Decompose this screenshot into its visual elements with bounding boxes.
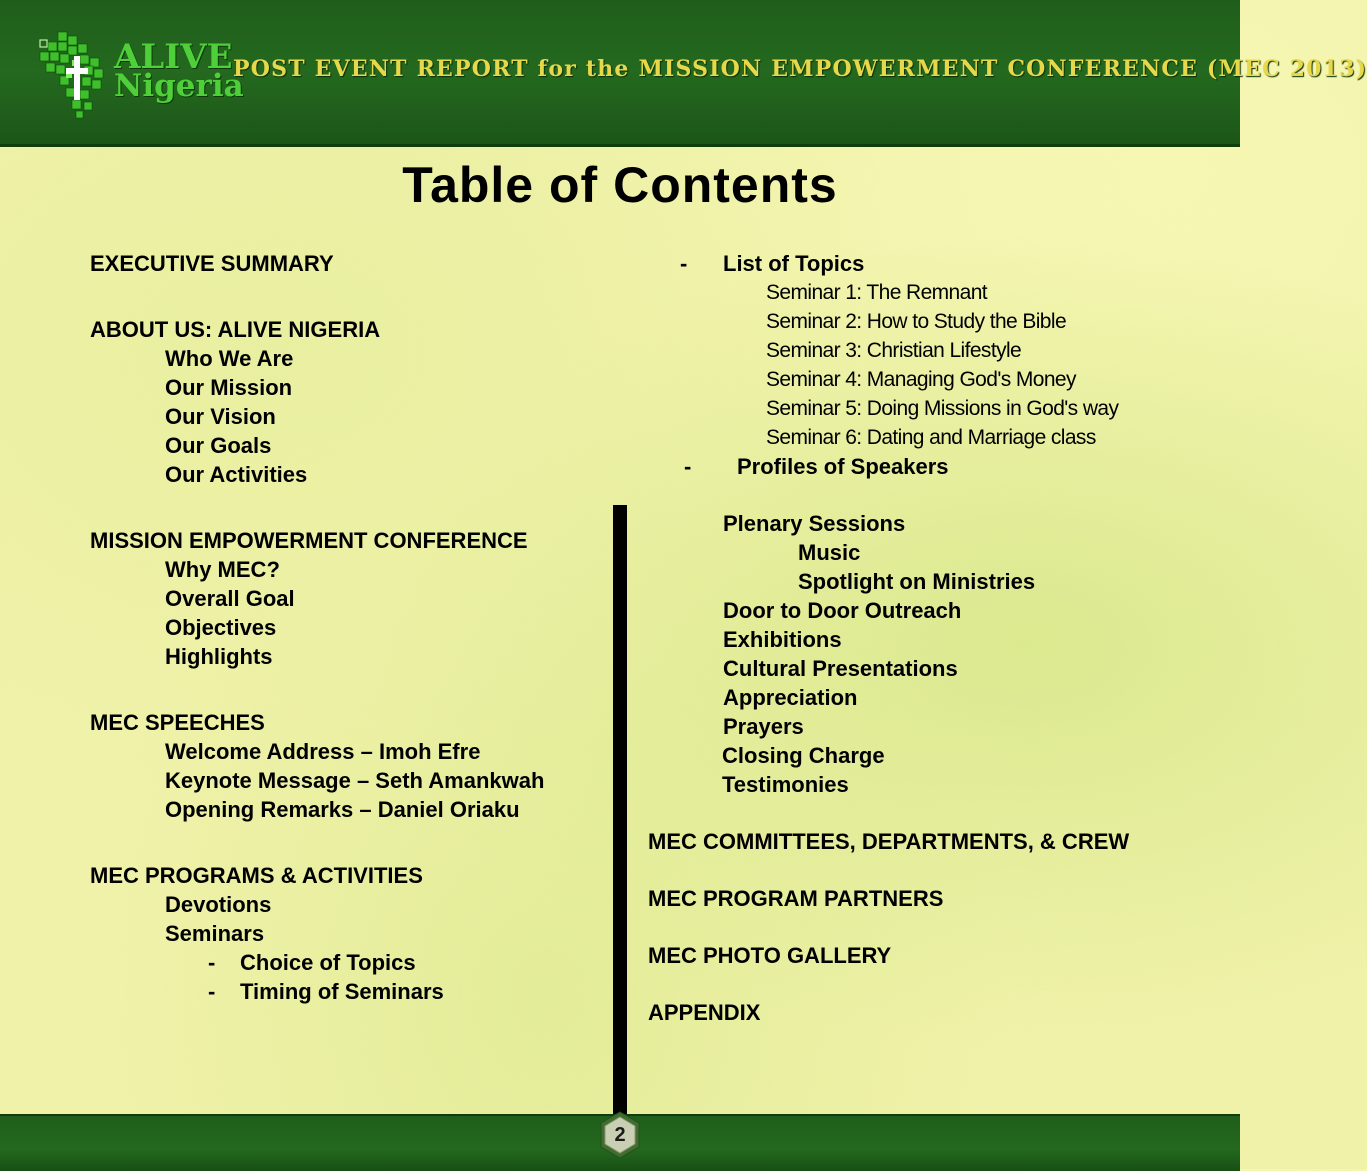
toc-item[interactable]: Why MEC?: [165, 557, 280, 582]
dash-bullet: -: [680, 251, 688, 276]
toc-programs[interactable]: MEC PROGRAMS & ACTIVITIES: [90, 863, 423, 888]
toc-item-label: Profiles of Speakers: [737, 454, 949, 479]
toc-item[interactable]: Devotions: [165, 892, 272, 917]
toc-item[interactable]: Spotlight on Ministries: [798, 569, 1036, 594]
logo-line-1: ALIVE: [114, 37, 233, 77]
toc-item[interactable]: Door to Door Outreach: [723, 598, 962, 623]
toc-item[interactable]: Keynote Message – Seth Amankwah: [165, 768, 545, 793]
dash-bullet: -: [208, 979, 216, 1004]
toc-topic[interactable]: Seminar 4: Managing God's Money: [766, 368, 1076, 391]
africa-cross-logo-icon: [38, 30, 118, 120]
toc-profiles-of-speakers[interactable]: [648, 452, 1228, 481]
toc-sub-item[interactable]: [90, 948, 610, 977]
alive-nigeria-logo: [38, 30, 244, 120]
toc-right-column: [648, 249, 1228, 1027]
page-title: Table of Contents: [402, 157, 838, 213]
toc-item[interactable]: Our Mission: [165, 375, 293, 400]
toc-topic[interactable]: Seminar 1: The Remnant: [766, 281, 988, 304]
toc-item[interactable]: Who We Are: [165, 346, 294, 371]
toc-committees[interactable]: MEC COMMITTEES, DEPARTMENTS, & CREW: [648, 829, 1130, 854]
toc-sub-item[interactable]: [90, 977, 610, 1006]
toc-topic[interactable]: Seminar 2: How to Study the Bible: [766, 310, 1067, 333]
toc-item[interactable]: Highlights: [165, 644, 273, 669]
toc-plenary[interactable]: Plenary Sessions: [723, 511, 906, 536]
toc-speeches[interactable]: MEC SPEECHES: [90, 710, 265, 735]
page-number: 2: [614, 1124, 626, 1146]
toc-item[interactable]: Our Activities: [165, 462, 308, 487]
toc-item[interactable]: Cultural Presentations: [723, 656, 958, 681]
toc-topic[interactable]: Seminar 3: Christian Lifestyle: [766, 339, 1022, 362]
toc-about-us[interactable]: ABOUT US: ALIVE NIGERIA: [90, 317, 381, 342]
toc-list-of-topics[interactable]: [648, 249, 1228, 278]
toc-item[interactable]: Exhibitions: [723, 627, 842, 652]
toc-sub-item-label: Timing of Seminars: [240, 979, 444, 1004]
toc-partners[interactable]: MEC PROGRAM PARTNERS: [648, 886, 944, 911]
toc-executive-summary[interactable]: EXECUTIVE SUMMARY: [90, 251, 334, 276]
logo-wordmark: [114, 37, 244, 104]
toc-item[interactable]: Our Goals: [165, 433, 272, 458]
toc-item[interactable]: Opening Remarks – Daniel Oriaku: [165, 797, 520, 822]
toc-item[interactable]: Welcome Address – Imoh Efre: [165, 739, 481, 764]
toc-topic[interactable]: Seminar 5: Doing Missions in God's way: [766, 397, 1119, 420]
toc-mec[interactable]: MISSION EMPOWERMENT CONFERENCE: [90, 528, 528, 553]
toc-photo-gallery[interactable]: MEC PHOTO GALLERY: [648, 943, 892, 968]
toc-item[interactable]: Objectives: [165, 615, 277, 640]
toc-item[interactable]: Seminars: [165, 921, 265, 946]
toc-item[interactable]: Testimonies: [722, 772, 849, 797]
report-title: POST EVENT REPORT for the MISSION EMPOWERMENT CONFERENCE (MEC 2013): [233, 56, 1367, 82]
page-number-badge: [598, 1110, 642, 1160]
toc-item[interactable]: Music: [798, 540, 861, 565]
toc-sub-item-label: Choice of Topics: [240, 950, 416, 975]
toc-topic[interactable]: Seminar 6: Dating and Marriage class: [766, 426, 1096, 449]
logo-line-2: Nigeria: [114, 67, 244, 104]
toc-appendix[interactable]: APPENDIX: [648, 1000, 761, 1025]
page-header: [0, 0, 1367, 147]
toc-item[interactable]: Overall Goal: [165, 586, 295, 611]
toc-item[interactable]: Appreciation: [723, 685, 858, 710]
dash-bullet: -: [684, 454, 692, 479]
column-divider: [613, 505, 627, 1117]
toc-item[interactable]: Our Vision: [165, 404, 276, 429]
dash-bullet: -: [208, 950, 216, 975]
toc-left-column: [90, 249, 610, 1006]
toc-item-label: List of Topics: [723, 251, 865, 276]
toc-item[interactable]: Closing Charge: [722, 743, 885, 768]
toc-item[interactable]: Prayers: [723, 714, 804, 739]
